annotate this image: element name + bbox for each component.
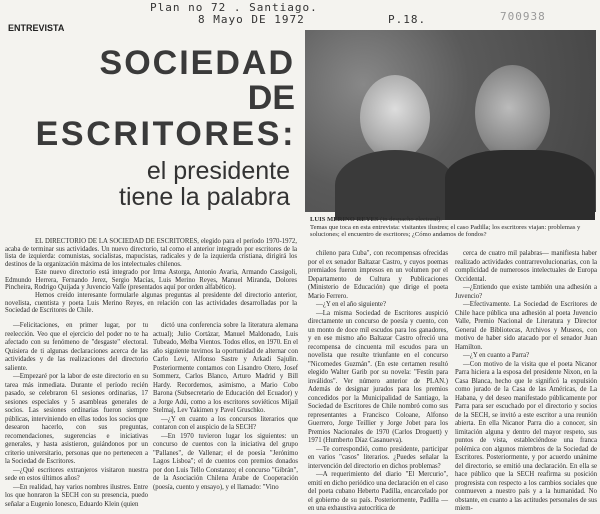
- photo-caption: [310, 216, 595, 239]
- paragraph: chileno para Cuba", con recompensas ofrecidas por el ex senador Baltazar Castro, y cuyos poemas premiados fueron impresos en un volumen por el Departamento de Cultura y Publicaciones (Ministerio de Educación) que dirige el poeta Mario Ferrero.: [308, 250, 448, 300]
- caption-location: (in despacho electoral).: [378, 216, 442, 223]
- intro-paragraph: EL DIRECTORIO DE LA SOCIEDAD DE ESCRITORES, elegido para el período 1970-1972, acaba de terminar sus actividades. Un nuevo directorio, tal como el anterior integrado por escritores de la lista de izquierda: comunistas, socialistas, mapucistas, radicales y de la izquierda cristiana, dirigirá los destinos de la organización máxima de los intelectuales chilenos.: [5, 238, 297, 269]
- paragraph: —Felicitaciones, en primer lugar, por tu reelección. Veo que el ejercicio del poder no te ha afectado con su fenómeno de "desgaste" electoral. Quisiera de ti algunas declaraciones acerca de las actividades y de las realizaciones del directorio saliente.: [5, 322, 148, 372]
- handwritten-page-note: P.18.: [388, 13, 427, 26]
- archive-reference-number: 700938: [500, 10, 546, 23]
- section-kicker: ENTREVISTA: [8, 23, 65, 33]
- headline-line-1: SOCIEDAD: [99, 44, 295, 82]
- subheadline-line-1: el presidente: [146, 157, 290, 185]
- paragraph: cerca de cuatro mil palabras— manifiesta haber realizado actividades contrarrevolucionarias, con la complicidad de numerosos intelectuales de Europa Occidental.: [455, 250, 597, 283]
- article-column-1: [5, 322, 148, 508]
- article-column-2: [153, 322, 298, 497]
- paragraph: —¿Entiendo que existe también una adhesión a Juvencio?: [455, 284, 597, 300]
- handwritten-source-note: Plan no 72 . Santiago.: [150, 1, 318, 14]
- paragraph: —¿Y en cuanto a los concursos literarios que contaron con el auspicio de la SECH?: [153, 415, 298, 431]
- paragraph: —¿Y en cuanto a Parra?: [463, 352, 530, 359]
- photo-figure-woman: [360, 75, 430, 160]
- paragraph: —En 1970 tuvieron lugar los siguientes: un concurso de cuentos con la iniciativa del grupo "Pallanes", de Vallenar; el de poesía "Jerónimo Lagos Lisboa"; el de cuentos con premios donados por don Luis Tello Constanzo; el concurso "Gibrán", de la Asociación Chilena Árabe de Cooperación (poesía, cuento y ensayo), y el llamado: "Vino: [153, 432, 298, 491]
- intro-paragraph: Este nuevo directorio está integrado por Irma Astorga, Antonio Avaria, Armando Cassigoli, Edmundo Herrera, Fernando Jerez, Sergio Macías, Luis Merino Reyes, Manuel Miranda, Dolores Pincheira, Rodrigo Quijada y Juvencio Valle (presentados aquí por orden alfabético).: [5, 268, 297, 292]
- paragraph: —Efectivamente. La Sociedad de Escritores de Chile hace pública una adhesión al poeta Juvencio Valle, Premio Nacional de Literatura y Director General de Bibliotecas, Archivos y Museos, con motivo de haber sido atacado por el senador Juan Hamilton.: [455, 301, 597, 351]
- headline-line-2: DE: [247, 79, 295, 117]
- paragraph: —A requerimiento del diario "El Mercurio", emití en dicho periódico una declaración en el caso del poeta cubano Heberto Padilla, encarcelado por el gobierno de su país. Posteriormente, Padilla —en una exhaustiva autocrítica de: [308, 471, 448, 512]
- paragraph: —¿Y en el año siguiente?: [316, 301, 386, 308]
- handwritten-date-note: 8 Mayo DE 1972: [198, 13, 305, 26]
- subheadline-line-2: tiene la palabra: [119, 183, 290, 211]
- article-column-3: [308, 250, 448, 512]
- caption-name: LUIS MERINO REYES: [310, 216, 379, 223]
- article-column-4: [455, 250, 597, 512]
- paragraph: —La misma Sociedad de Escritores auspició directamente un concurso de poesía y cuento, con un monto de doce mil escudos para los ganadores, y en ese mismo año Baltazar Castro ofreció una recompensa de cincuenta mil escudos para un novelista que resulte triunfante en el concurso "Nicomedes Guzmán". (En este certamen resultó elegido Walter Garib por su novela: "Festín para inválidos". Ver número anterior de PLAN.) Además de designar jurados para los premios concedidos por la Municipalidad de Santiago, la Sociedad de Escritores de Chile nombró como sus representantes a Francisco Coloane, Alfonso Guerrero, Jorge Teillier y Jorge Jobet para los Premios Nacionales de 1970 (Carlos Droguett) y 1971 (Humberto Díaz Casanueva).: [308, 309, 448, 444]
- intro-paragraph: Hemos creído interesante formularle algunas preguntas al presidente del directorio anterior, novelista, cuentista y poeta Luis Merino Reyes, en relación con las actividades desarrolladas por la Sociedad de Escritores de Chile.: [5, 291, 297, 315]
- paragraph: —¿Qué escritores extranjeros visitaron nuestra sede en estos últimos años?: [5, 466, 148, 482]
- photo-figure-woman-body: [335, 150, 455, 220]
- article-intro: [5, 238, 297, 315]
- paragraph: —Empezaré por la labor de este directorio en su tarea más inmediata. Durante el período recién pasado, se celebraron 61 sesiones ordinarias, 17 sesiones especiales y 5 asambleas generales de socios. Las sesiones ordinarias fueron siempre públicas, interviniendo en ellas todos los socios que desearon hacerlo, con sus preguntas, recomendaciones, sugerencias e iniciativas generales, y hasta asistieron, guiándonos por un criterio universitario, personas que no pertenecen a la Sociedad de Escritores.: [5, 373, 148, 465]
- photo-figure-man-body: [445, 150, 595, 220]
- paragraph: —Te correspondió, como presidente, participar en varios "casos" literarios. ¿Puedes señalar la intervención del directorio en dichos problemas?: [308, 445, 448, 470]
- headline-line-3: ESCRITORES:: [35, 115, 296, 153]
- paragraph: dictó una conferencia sobre la literatura alemana actual); Julio Cortázar, Manuel Maldonado, Luis Tubeado, Melba Vientos. Todos ellos, en 1970. En el año siguiente tuvimos la oportunidad de alternar con Carlo Levi, Alfonso Sastre y Arkadi Sajulin. Posteriormente contamos con Lisandro Otero, Josef Sommerz, Carlos Blanco, Arturo Madrid y Bill Hardy. Recordemos, asimismo, a Mario Cobo Barona (Subsecretario de Educación del Ecuador) y a Jorge Adú, como a los escritores soviéticos Mijail Stelmaj, Lev Yakimen y Pavel Gruschko.: [153, 322, 298, 414]
- paragraph: —En realidad, hay varios nombres ilustres. Entre los que honraron la SECH con su presencia, puedo señalar a Eugenio Ionesco, Eduardo Klein (quien: [5, 483, 148, 508]
- paragraph: —Con motivo de la visita que el poeta Nicanor Parra hiciera a la esposa del presidente Nixon, en la Casa Blanca, hecho que le significó la expulsión como jurado de la Casa de las Américas, de La Habana, y del deseo manifestado públicamente por Parra para ser escuchado por el directorio y socios de la SECH, se invitó a este escritor a una reunión abierta. En ella Nicanor Parra dio a conocer, sin limitación alguna y dentro del mayor respeto, sus puntos de vista, estableciéndose una franca polémica con algunos miembros de la Sociedad de Escritores. Posteriormente, y por acuerdo unánime del directorio, se emitió una declaración. En ella se hace público que la SECH reafirma su posición progresista con respecto a los cambios sociales que conmueven a nuestro país y a la humanidad. No obstante, en cuanto a las actitudes personales de sus miem-: [455, 360, 597, 512]
- photo-figure-man: [475, 65, 550, 160]
- caption-topics: Temas que toca en esta entrevista: visitantes ilustres; el caso Padilla; los escritores viajan: problemas y soluciones; el encuentro de escritores; ¿Cómo andamos de fondos?: [310, 223, 581, 239]
- interview-photo: [305, 30, 596, 212]
